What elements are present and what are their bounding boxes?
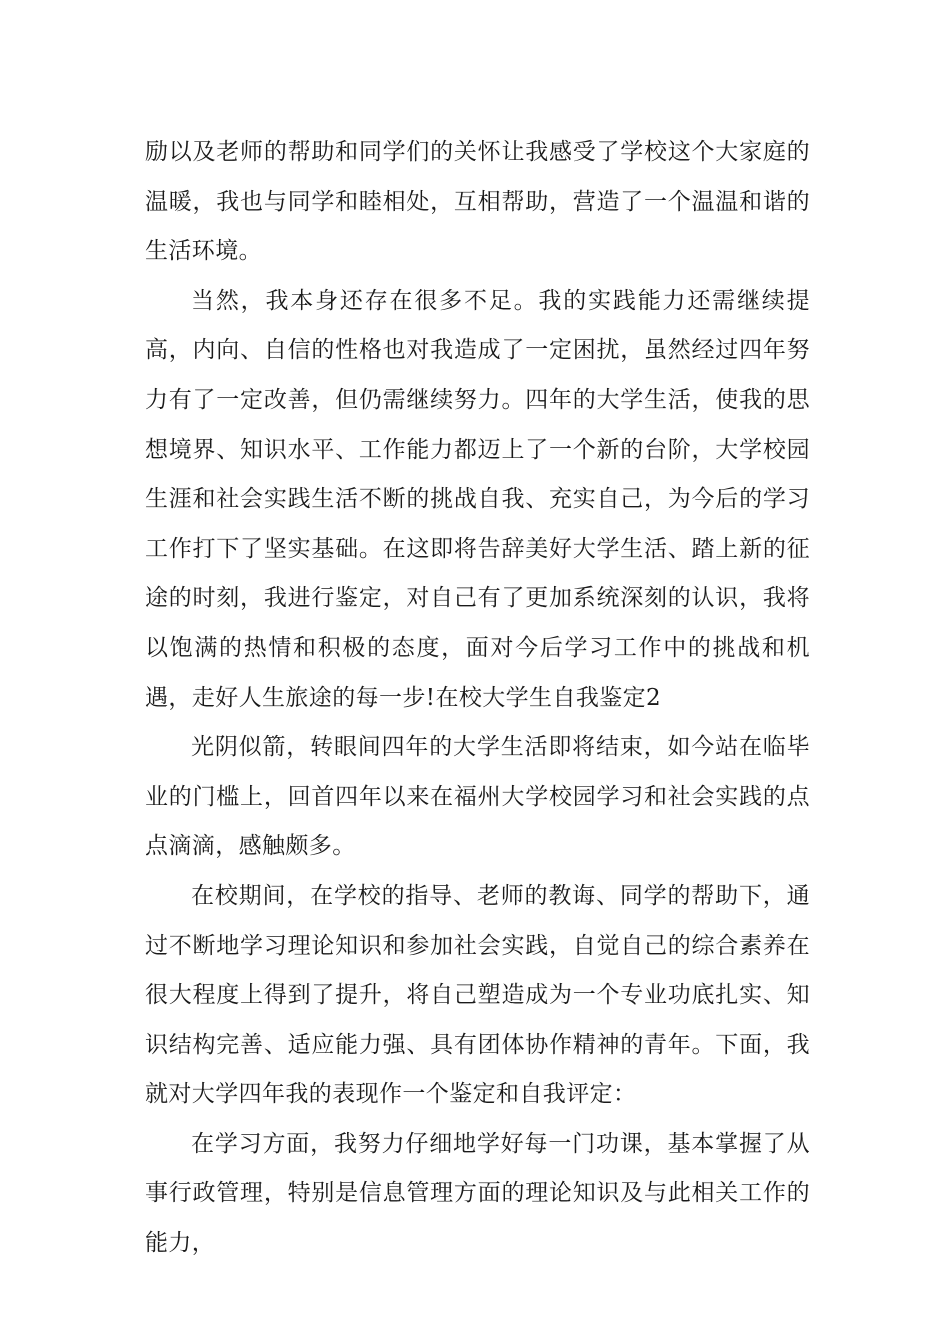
- paragraph-1: 励以及老师的帮助和同学们的关怀让我感受了学校这个大家庭的温暖，我也与同学和睦相处，互相帮助，营造了一个温温和谐的生活环境。: [145, 139, 810, 265]
- paragraph-3: 光阴似箭，转眼间四年的大学生活即将结束，如今站在临毕业的门槛上，回首四年以来在福州大学校园学习和社会实践的点点滴滴，感触颇多。: [145, 734, 810, 860]
- paragraph-4: 在校期间，在学校的指导、老师的教诲、同学的帮助下，通过不断地学习理论知识和参加社会实践，自觉自己的综合素养在很大程度上得到了提升，将自己塑造成为一个专业功底扎实、知识结构完善、适应能力强、具有团体协作精神的青年。下面，我就对大学四年我的表现作一个鉴定和自我评定：: [145, 882, 810, 1108]
- paragraph-5: 在学习方面，我努力仔细地学好每一门功课，基本掌握了从事行政管理，特别是信息管理方面的理论知识及与此相关工作的能力，: [145, 1130, 810, 1257]
- paragraph-2: 当然，我本身还存在很多不足。我的实践能力还需继续提高，内向、自信的性格也对我造成了一定困扰，虽然经过四年努力有了一定改善，但仍需继续努力。四年的大学生活，使我的思想境界、知识水平、工作能力都迈上了一个新的台阶，大学校园生涯和社会实践生活不断的挑战自我、充实自己，为今后的学习工作打下了坚实基础。在这即将告辞美好大学生活、踏上新的征途的时刻，我进行鉴定，对自己有了更加系统深刻的认识，我将以饱满的热情和积极的态度，面对今后学习工作中的挑战和机遇，走好人生旅途的每一步!在校大学生自我鉴定2: [145, 287, 810, 711]
- document-body: [145, 128, 810, 1269]
